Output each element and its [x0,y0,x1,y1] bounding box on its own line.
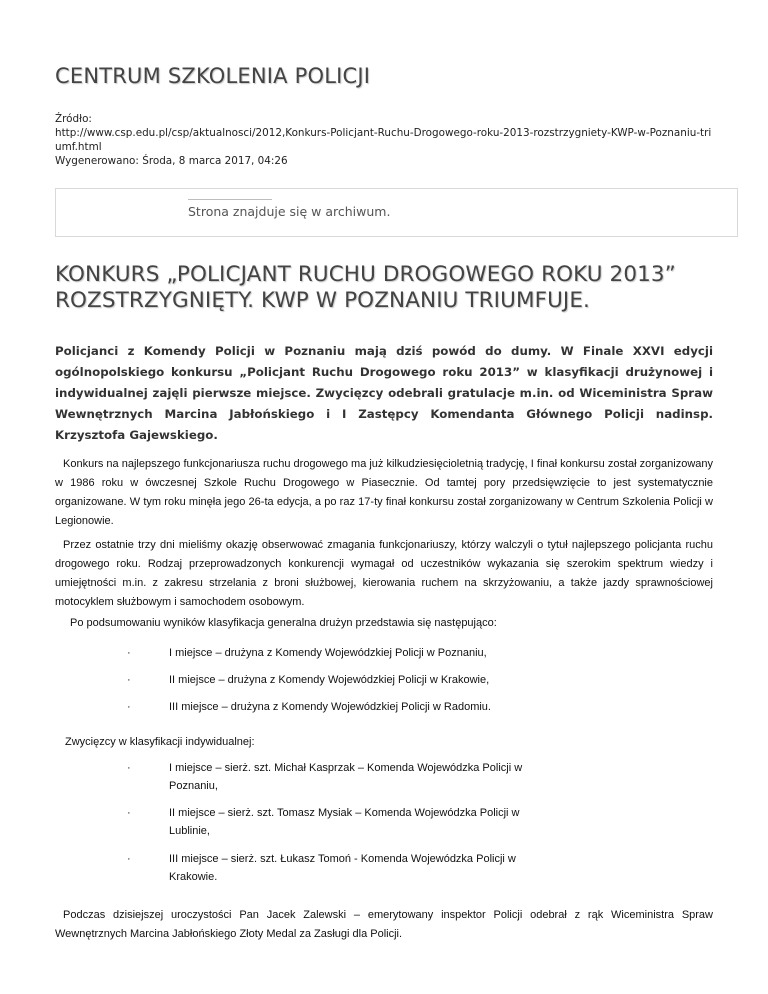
individual-result-text: III miejsce – sierż. szt. Łukasz Tomoń - Komenda Wojewódzka Policji w Krakowie. [169,853,516,883]
archive-notice-box [55,188,738,237]
site-title: CENTRUM SZKOLENIA POLICJI [55,64,371,88]
team-result-text: I miejsce – drużyna z Komendy Wojewódzkiej Policji w Poznaniu, [169,647,487,659]
archive-notice: Strona znajduje się w archiwum. [188,204,391,219]
paragraph-medal: Podczas dzisiejszej uroczystości Pan Jacek Zalewski – emerytowany inspektor Policji odebrał z rąk Wiceministra Spraw Wewnętrznych Marcina Jabłońskiego Złoty Medal za Zasługi dla Policji. [55,909,713,940]
bullet-icon: · [127,807,131,819]
source-label: Źródło: [55,113,92,125]
paragraph-individual-intro: Zwycięzcy w klasyfikacji indywidualnej: [65,736,255,748]
team-result-text: II miejsce – drużyna z Komendy Wojewódzkiej Policji w Krakowie, [169,674,490,686]
archive-divider [188,199,272,200]
generated-date: Wygenerowano: Środa, 8 marca 2017, 04:26 [55,155,288,167]
bullet-icon: · [127,762,131,774]
individual-result-text: I miejsce – sierż. szt. Michał Kasprzak – Komenda Wojewódzka Policji w Poznaniu, [169,762,523,792]
bullet-icon: · [127,647,131,659]
bullet-icon: · [127,701,131,713]
team-result-text: III miejsce – drużyna z Komendy Wojewódzkiej Policji w Radomiu. [169,701,491,713]
paragraph-team-intro: Po podsumowaniu wyników klasyfikacja generalna drużyn przedstawia się następująco: [70,617,497,629]
article-headline: KONKURS „POLICJANT RUCHU DROGOWEGO ROKU 2013” ROZSTRZYGNIĘTY. KWP W POZNANIU TRIUMFUJE. [55,262,676,313]
source-url[interactable]: http://www.csp.edu.pl/csp/aktualnosci/2012,Konkurs-Policjant-Ruchu-Drogowego-roku-2013-rozstrzygniety-KWP-w-Poznaniu-triumf.html [55,127,712,153]
bullet-icon: · [127,674,131,686]
bullet-icon: · [127,853,131,865]
print-meta [55,112,713,168]
article-lead: Policjanci z Komendy Policji w Poznaniu mają dziś powód do dumy. W Finale XXVI edycji ogólnopolskiego konkursu „Policjant Ruchu Drogowego roku 2013” w klasyfikacji drużynowej i indywidualnej zajęli pierwsze miejsce. Zwycięzcy odebrali gratulacje m.in. od Wiceministra Spraw Wewnętrznych Marcina Jabłońskiego i I Zastępcy Komendanta Głównego Policji nadinsp. Krzysztofa Gajewskiego. [55,344,713,442]
individual-result-text: II miejsce – sierż. szt. Tomasz Mysiak – Komenda Wojewódzka Policji w Lublinie, [169,807,520,837]
paragraph-competition: Przez ostatnie trzy dni mieliśmy okazję obserwować zmagania funkcjonariuszy, którzy walczyli o tytuł najlepszego policjanta ruchu drogowego roku. Rodzaj przeprowadzonych konkurencji wymagał od uczestników wykazania się szerokim spektrum wiedzy i umiejętności m.in. z zakresu strzelania z broni służbowej, kierowania ruchem na skrzyżowaniu, a także jazdy sprawnościowej motocyklem służbowym i samochodem osobowym. [55,539,713,608]
paragraph-history: Konkurs na najlepszego funkcjonariusza ruchu drogowego ma już kilkudziesięcioletnią tradycję, I finał konkursu został zorganizowany w 1986 roku w ówczesnej Szkole Ruchu Drogowego w Piasecznie. Od tamtej pory przedsięwzięcie to jest systematycznie organizowane. W tym roku minęła jego 26-ta edycja, a po raz 17-ty finał konkursu został zorganizowany w Centrum Szkolenia Policji w Legionowie. [55,458,713,527]
